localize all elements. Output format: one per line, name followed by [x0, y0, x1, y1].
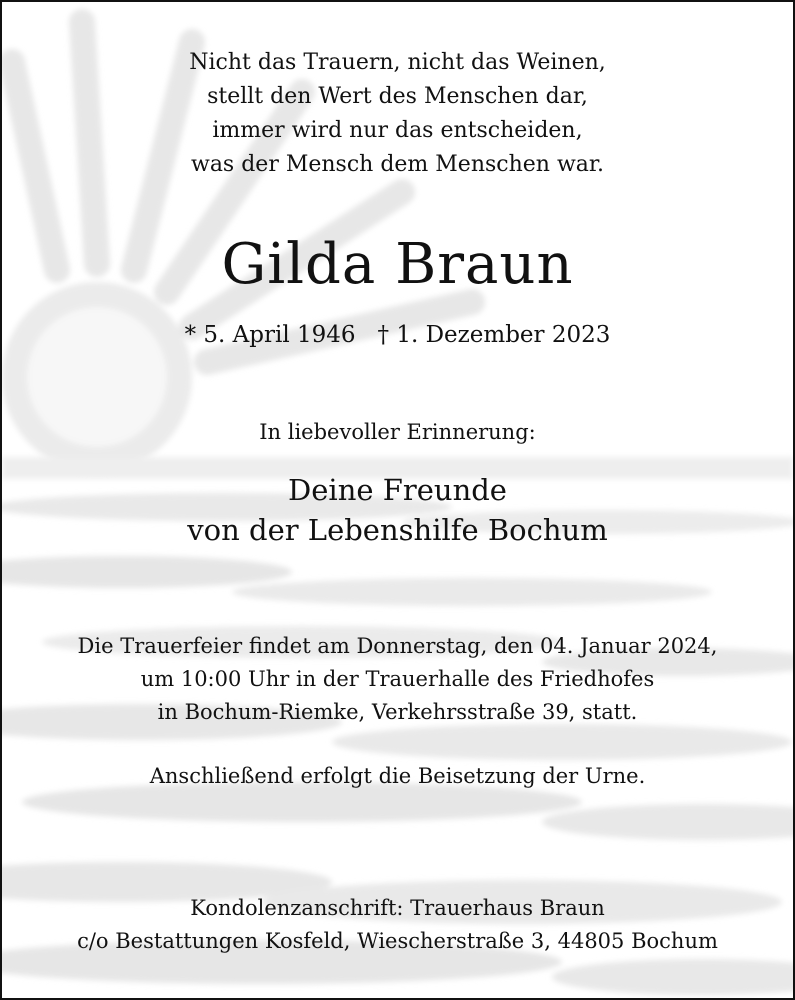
- signer-line: Deine Freunde: [288, 473, 507, 507]
- contact-line: Kondolenzanschrift: Trauerhaus Braun: [190, 896, 605, 920]
- signers: [2, 470, 793, 550]
- birth-date: * 5. April 1946: [184, 322, 356, 348]
- poem-line: immer wird nur das entscheiden,: [212, 118, 583, 143]
- ceremony-details: [2, 630, 793, 729]
- ceremony-line: um 10:00 Uhr in der Trauerhalle des Friedhofes: [140, 667, 655, 691]
- deceased-name: Gilda Braun: [221, 232, 574, 297]
- poem-line: stellt den Wert des Menschen dar,: [207, 84, 588, 109]
- poem-line: was der Mensch dem Menschen war.: [190, 152, 604, 177]
- poem-line: Nicht das Trauern, nicht das Weinen,: [189, 50, 606, 75]
- signer-line: von der Lebenshilfe Bochum: [187, 513, 608, 547]
- condolence-address: [2, 892, 793, 958]
- life-dates: [2, 318, 793, 352]
- poem: [2, 46, 793, 182]
- memory-intro: In liebevoller Erinnerung:: [259, 420, 536, 444]
- ceremony-line: in Bochum-Riemke, Verkehrsstraße 39, statt.: [157, 700, 638, 724]
- burial-note: Anschließend erfolgt die Beisetzung der Urne.: [149, 764, 646, 788]
- contact-line: c/o Bestattungen Kosfeld, Wiescherstraße 3, 44805 Bochum: [77, 929, 718, 953]
- ceremony-line: Die Trauerfeier findet am Donnerstag, den 04. Januar 2024,: [77, 634, 718, 658]
- death-date: † 1. Dezember 2023: [377, 322, 611, 348]
